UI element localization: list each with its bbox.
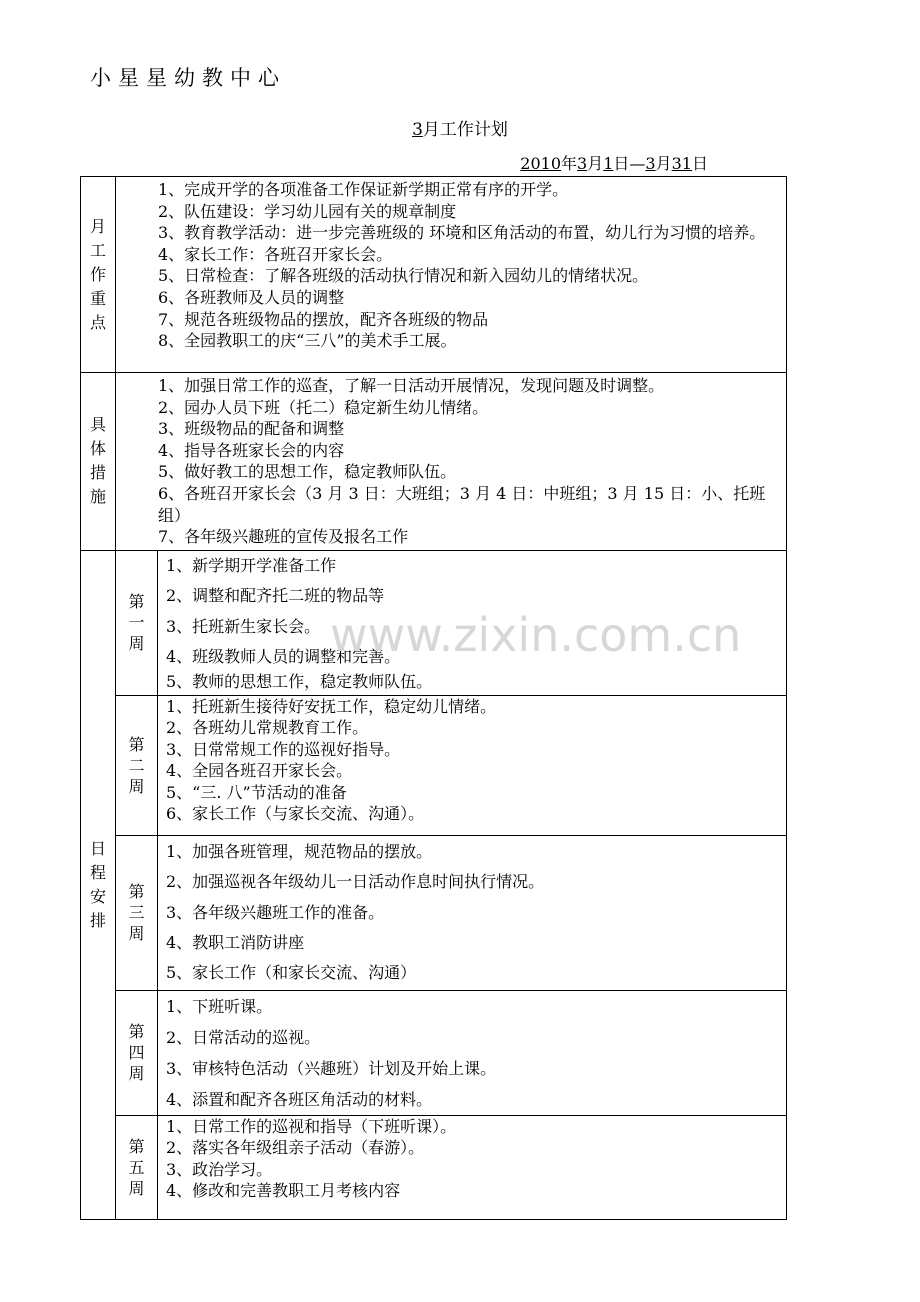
list-item: 2、加强巡视各年级幼儿一日活动作息时间执行情况。: [166, 872, 545, 892]
label-char: 施: [89, 487, 106, 507]
label-char: 周: [128, 1064, 145, 1084]
list-item: 3、各年级兴趣班工作的准备。: [166, 902, 385, 922]
label-char: 第: [128, 1022, 145, 1042]
list-item: 4、修改和完善教职工月考核内容: [166, 1181, 401, 1201]
list-item: 3、政治学习。: [166, 1159, 273, 1179]
label-char: 措: [89, 463, 106, 483]
start-month: 3: [577, 154, 588, 173]
label-char: 第: [128, 882, 145, 902]
week-4-label: [116, 990, 158, 1115]
list-item: 7、规范各班级物品的摆放，配齐各班级的物品: [158, 309, 489, 329]
focus-label: [81, 177, 116, 373]
label-char: 工: [89, 240, 106, 260]
list-item: 5、家长工作（和家长交流、沟通）: [166, 963, 417, 983]
week-4-row: [81, 990, 787, 1115]
week-1-label: [116, 550, 158, 695]
list-item: 1、加强各班管理，规范物品的摆放。: [166, 841, 433, 861]
list-item: 5、教师的思想工作，稳定教师队伍。: [166, 671, 433, 691]
week-3-label: [116, 835, 158, 990]
week-5-label: [116, 1115, 158, 1219]
label-char: 四: [128, 1043, 145, 1063]
list-item: 4、班级教师人员的调整和完善。: [166, 646, 401, 666]
list-item: 3、审核特色活动（兴趣班）计划及开始上课。: [166, 1058, 497, 1078]
date-sep: 日—: [613, 154, 646, 173]
list-item: 4、指导各班家长会的内容: [158, 440, 345, 460]
list-item: 5、做好教工的思想工作，稳定教师队伍。: [158, 462, 457, 482]
list-item: 4、添置和配齐各班区角活动的材料。: [166, 1089, 433, 1109]
schedule-label: [81, 550, 116, 1219]
organization-name: 小星星幼教中心: [90, 66, 286, 90]
start-year: 2010: [520, 154, 561, 173]
label-char: 月: [89, 216, 106, 236]
label-char: 三: [128, 903, 145, 923]
label-char: 程: [89, 862, 106, 882]
week-5-content: [158, 1115, 787, 1219]
start-day: 1: [603, 154, 614, 173]
label-char: 作: [89, 264, 106, 284]
list-item: 2、调整和配齐托二班的物品等: [166, 586, 385, 606]
label-char: 周: [128, 634, 145, 654]
measures-row: [81, 373, 787, 551]
week-2-row: [81, 695, 787, 835]
label-char: 体: [89, 439, 106, 459]
measures-content: [116, 373, 787, 551]
list-item: 1、下班听课。: [166, 996, 273, 1016]
list-item: 2、队伍建设：学习幼儿园有关的规章制度: [158, 201, 457, 221]
title-month: 3: [412, 120, 423, 140]
date-sep: 月: [587, 154, 604, 173]
title-text: 月工作计划: [422, 120, 508, 140]
list-item: 6、各班教师及人员的调整: [158, 287, 345, 307]
list-item: 3、教育教学活动：进一步完善班级的 环境和区角活动的布置，幼儿行为习惯的培养。: [158, 223, 766, 243]
page-title: [0, 115, 920, 140]
week-1-row: [81, 550, 787, 695]
end-day: 31: [671, 154, 692, 173]
label-char: 重: [89, 288, 106, 308]
label-char: 第: [128, 592, 145, 612]
week-2-content: [158, 695, 787, 835]
week-5-row: [81, 1115, 787, 1219]
list-item: 2、园办人员下班（托二）稳定新生幼儿情绪。: [158, 397, 489, 417]
week-2-label: [116, 695, 158, 835]
end-month: 3: [645, 154, 656, 173]
week-4-content: [158, 990, 787, 1115]
measures-label: [81, 373, 116, 551]
watermark: www.zixin.com.cn: [330, 608, 742, 662]
label-char: 周: [128, 776, 145, 796]
week-1-content: [158, 550, 787, 695]
label-char: 第: [128, 1136, 145, 1156]
label-char: 排: [89, 910, 106, 930]
list-item: 1、完成开学的各项准备工作保证新学期正常有序的开学。: [158, 180, 569, 199]
date-sep: 月: [655, 154, 672, 173]
list-item: 4、教职工消防讲座: [166, 932, 305, 952]
list-item: 3、班级物品的配备和调整: [158, 419, 345, 439]
label-char: 二: [128, 755, 145, 775]
list-item: 2、日常活动的巡视。: [166, 1027, 321, 1047]
list-item: 3、托班新生家长会。: [166, 616, 321, 636]
date-range: [520, 151, 708, 174]
plan-table: [80, 176, 787, 1220]
list-item: 6、各班召开家长会（3 月 3 日：大班组；3 月 4 日：中班组；3 月 15 日：小、托班组）: [158, 483, 766, 525]
date-sep: 日: [691, 154, 708, 173]
list-item: 8、全园教职工的庆“三八”的美术手工展。: [158, 331, 457, 351]
list-item: 4、家长工作：各班召开家长会。: [158, 244, 393, 264]
list-item: 2、各班幼儿常规教育工作。: [166, 718, 369, 738]
list-item: 1、加强日常工作的巡查，了解一日活动开展情况，发现问题及时调整。: [158, 376, 665, 395]
date-sep: 年: [561, 154, 578, 173]
label-char: 点: [89, 312, 106, 332]
label-char: 第: [128, 734, 145, 754]
list-item: 4、全园各班召开家长会。: [166, 761, 353, 781]
label-char: 具: [89, 415, 106, 435]
focus-row: [81, 177, 787, 373]
week-3-row: [81, 835, 787, 990]
focus-content: [116, 177, 787, 373]
label-char: 安: [89, 886, 106, 906]
list-item: 2、落实各年级组亲子活动（春游）。: [166, 1138, 425, 1158]
list-item: 1、新学期开学准备工作: [166, 555, 337, 575]
label-char: 日: [89, 838, 106, 858]
list-item: 6、家长工作（与家长交流、沟通）。: [166, 804, 425, 824]
list-item: 5、日常检查：了解各班级的活动执行情况和新入园幼儿的情绪状况。: [158, 266, 649, 286]
list-item: 5、“三. 八”节活动的准备: [166, 782, 347, 802]
list-item: 7、各年级兴趣班的宣传及报名工作: [158, 527, 409, 547]
week-3-content: [158, 835, 787, 990]
list-item: 1、日常工作的巡视和指导（下班听课）。: [166, 1116, 457, 1136]
label-char: 周: [128, 924, 145, 944]
label-char: 周: [128, 1178, 145, 1198]
label-char: 五: [128, 1157, 145, 1177]
list-item: 3、日常常规工作的巡视好指导。: [166, 739, 401, 759]
list-item: 1、托班新生接待好安抚工作，稳定幼儿情绪。: [166, 696, 497, 716]
label-char: 一: [128, 613, 145, 633]
